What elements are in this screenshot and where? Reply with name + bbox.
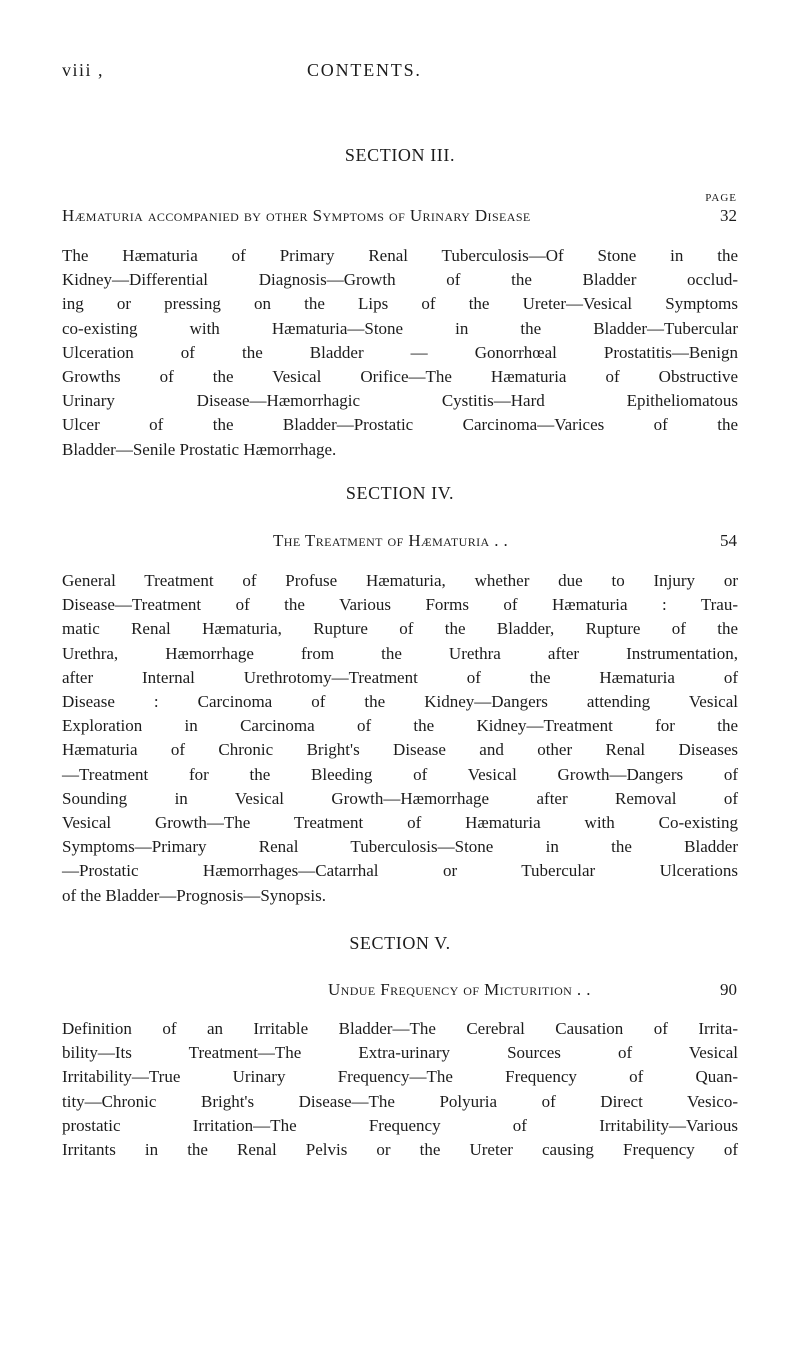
summary-line: Sounding in Vesical Growth—Hæmorrhage after Removal of (62, 788, 738, 808)
summary-line: Disease—Treatment of the Various Forms of Hæmaturia : Trau- (62, 595, 738, 615)
summary-line: Exploration in Carcinoma of the Kidney—Treatment for the (62, 716, 738, 736)
summary-line: Irritants in the Renal Pelvis or the Ureter causing Frequency of (62, 1140, 738, 1160)
summary-line: Urethra, Hæmorrhage from the Urethra after Instrumentation, (62, 643, 738, 663)
summary-line: Irritability—True Urinary Frequency—The Frequency of Quan- (62, 1067, 738, 1087)
summary-line: ing or pressing on the Lips of the Ureter—Vesical Symptoms (62, 294, 738, 314)
section-v-page-number: 90 (720, 980, 737, 999)
section-iv-summary (62, 569, 738, 908)
summary-line: co-existing with Hæmaturia—Stone in the Bladder—Tubercular (62, 318, 738, 338)
summary-line: Kidney—Differential Diagnosis—Growth of the Bladder occlud- (62, 270, 738, 290)
section-iii-heading: SECTION III. (344, 145, 456, 165)
summary-line: Definition of an Irritable Bladder—The Cerebral Causation of Irrita- (62, 1019, 738, 1038)
summary-line: Bladder—Senile Prostatic Hæmorrhage. (62, 439, 337, 459)
page-column-label: PAGE (705, 192, 737, 204)
summary-line: Hæmaturia of Chronic Bright's Disease and other Renal Diseases (62, 740, 738, 760)
summary-line: Symptoms—Primary Renal Tuberculosis—Stone in the Bladder (62, 837, 738, 857)
summary-line: Ulcer of the Bladder—Prostatic Carcinoma—Varices of the (62, 415, 738, 435)
summary-line: The Hæmaturia of Primary Renal Tuberculosis—Of Stone in the (62, 246, 738, 265)
section-v-entry-title: Undue Frequency of Micturition . . (328, 980, 591, 999)
summary-line: —Prostatic Hæmorrhages—Catarrhal or Tubercular Ulcerations (62, 861, 738, 881)
section-iv-page-number: 54 (720, 531, 737, 550)
section-iii-entry-title: Hæmaturia accompanied by other Symptoms of Urinary Disease (62, 206, 531, 225)
summary-line: prostatic Irritation—The Frequency of Irritability—Various (62, 1115, 738, 1135)
running-head (62, 60, 738, 88)
summary-line: Urinary Disease—Hæmorrhagic Cystitis—Hard Epitheliomatous (62, 391, 738, 411)
summary-line: of the Bladder—Prognosis—Synopsis. (62, 885, 326, 905)
running-title: CONTENTS. (307, 60, 422, 80)
summary-line: Growths of the Vesical Orifice—The Hæmaturia of Obstructive (62, 367, 738, 387)
summary-line: bility—Its Treatment—The Extra-urinary Sources of Vesical (62, 1043, 738, 1063)
section-iii-page-number: 32 (720, 206, 737, 225)
summary-line: —Treatment for the Bleeding of Vesical Growth—Dangers of (62, 764, 738, 784)
section-v-heading: SECTION V. (349, 933, 451, 953)
section-iv-entry-title: The Treatment of Hæmaturia . . (273, 531, 509, 550)
summary-line: Ulceration of the Bladder — Gonorrhœal Prostatitis—Benign (62, 342, 738, 362)
summary-line: after Internal Urethrotomy—Treatment of the Hæmaturia of (62, 667, 738, 687)
page-folio: viii , (62, 60, 105, 80)
summary-line: Vesical Growth—The Treatment of Hæmaturia with Co-existing (62, 813, 738, 833)
summary-line: matic Renal Hæmaturia, Rupture of the Bladder, Rupture of the (62, 619, 738, 639)
summary-line: tity—Chronic Bright's Disease—The Polyuria of Direct Vesico- (62, 1091, 738, 1111)
section-iv-heading: SECTION IV. (345, 483, 455, 503)
summary-line: General Treatment of Profuse Hæmaturia, whether due to Injury or (62, 571, 738, 590)
section-iii-summary (62, 244, 738, 462)
summary-line: Disease : Carcinoma of the Kidney—Dangers attending Vesical (62, 692, 738, 712)
section-v-summary (62, 1017, 738, 1162)
